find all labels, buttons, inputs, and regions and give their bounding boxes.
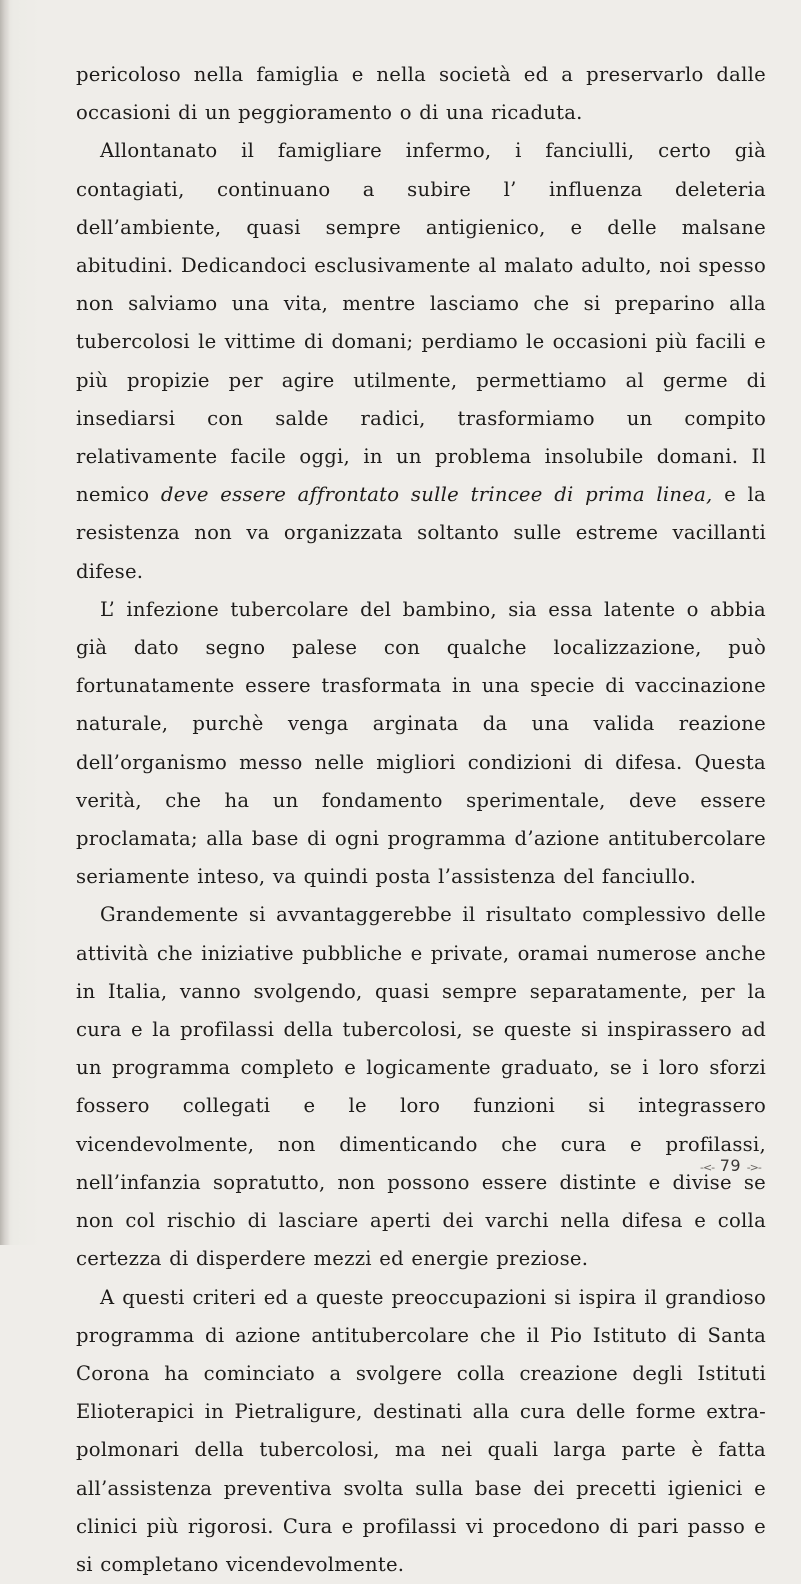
text-run: pericoloso nella famiglia e nella società ed a preservarlo dalle occasioni di un peggioramento o di una ricaduta. [76, 63, 766, 124]
page-number-value: 79 [720, 1156, 741, 1175]
paragraph [76, 1279, 766, 1584]
page-number-ornament-left: -<- [700, 1161, 714, 1174]
italic-phrase: deve essere affrontato sulle trincee di prima linea, [161, 483, 713, 506]
text-run: e la resistenza non va organizzata soltanto sulle estreme vacillanti difese. [76, 483, 766, 582]
paragraph [76, 132, 766, 590]
page-number-ornament-right: ->- [747, 1161, 761, 1174]
text-run: L’ infezione tubercolare del bambino, sia essa latente o abbia già dato segno palese con qualche localizzazione, può fortunatamente essere trasformata in una specie di vaccinazione naturale, purchè venga arginata da una valida reazione dell’organismo messo nelle migliori condizioni di difesa. Questa verità, che ha un fondamento sperimentale, deve essere proclamata; alla base di ogni programma d’azione antitubercolare seriamente inteso, va quindi posta l’assistenza del fanciullo. [76, 598, 766, 888]
paragraph [76, 591, 766, 897]
body-text [76, 56, 766, 1584]
text-run: Allontanato il famigliare infermo, i fanciulli, certo già contagiati, continuano a subire l’ influenza deleteria dell’ambiente, quasi sempre antigienico, e delle malsane abitudini. Dedicandoci esclusivamente al malato adulto, noi spesso non salviamo una vita, mentre lasciamo che si preparino alla tubercolosi le vittime di domani; perdiamo le occasioni più facili e più propizie per agire utilmente, permettiamo al germe di insediarsi con salde radici, trasformiamo un compito relativamente facile oggi, in un problema insolubile domani. Il nemico [76, 139, 766, 506]
paragraph [76, 896, 766, 1278]
page-number [700, 1156, 761, 1175]
text-run: Grandemente si avvantaggerebbe il risultato complessivo delle attività che iniziative pubbliche e private, oramai numerose anche in Italia, vanno svolgendo, quasi sempre separatamente, per la cura e la profilassi della tubercolosi, se queste si inspirassero ad un programma completo e logicamente graduato, se i loro sforzi fossero collegati e le loro funzioni si integrassero vicendevolmente, non dimenticando che cura e profilassi, nell’infanzia sopratutto, non possono essere distinte e divise se non col rischio di lasciare aperti dei varchi nella difesa e colla certezza di disperdere mezzi ed energie preziose. [76, 903, 766, 1270]
paragraph [76, 56, 766, 132]
text-run: A questi criteri ed a queste preoccupazioni si ispira il grandioso programma di azione antitubercolare che il Pio Istituto di Santa Corona ha cominciato a svolgere colla creazione degli Istituti Elioterapici in Pietraligure, destinati alla cura delle forme extra-polmonari della tubercolosi, ma nei quali larga parte è fatta all’assistenza preventiva svolta sulla base dei precetti igienici e clinici più rigorosi. Cura e profilassi vi procedono di pari passo e si completano vicendevolmente. [76, 1286, 766, 1576]
binding-gutter [0, 0, 10, 1245]
